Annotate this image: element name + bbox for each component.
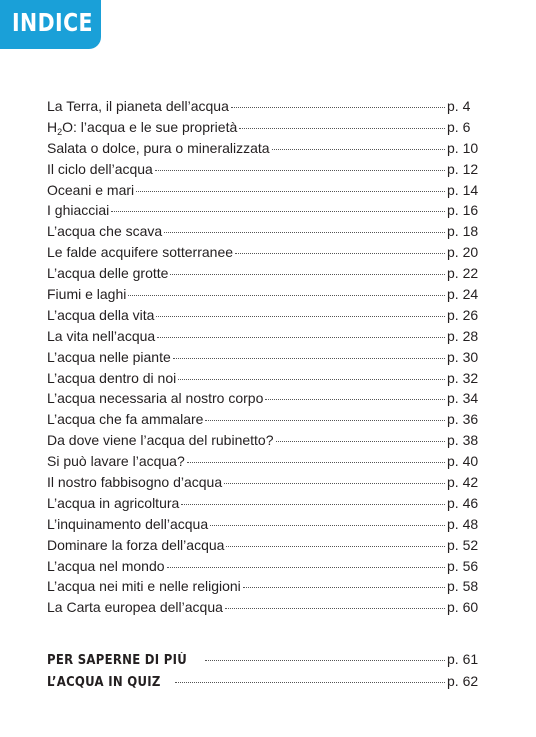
toc-entry[interactable] xyxy=(47,556,478,577)
dot-leader xyxy=(210,525,445,526)
toc-entry-title: La vita nell’acqua xyxy=(47,327,156,344)
toc-entry-title: I ghiacciai xyxy=(47,202,110,219)
toc-entry-page: p. 20 xyxy=(447,244,479,261)
dot-leader xyxy=(170,274,445,275)
toc-entry-title: Il ciclo dell’acqua xyxy=(47,160,153,177)
toc-entry[interactable] xyxy=(47,347,478,368)
toc-entry-extra[interactable] xyxy=(47,670,478,692)
dot-leader xyxy=(128,295,445,296)
dot-leader xyxy=(239,128,445,129)
toc-entry-title: L’acqua necessaria al nostro corpo xyxy=(47,390,264,407)
dot-leader xyxy=(235,253,445,254)
dot-leader xyxy=(175,682,445,683)
toc-entry-page: p. 14 xyxy=(447,181,479,198)
toc-entry-page: p. 61 xyxy=(447,651,479,667)
toc-entry[interactable] xyxy=(47,430,478,451)
dot-leader xyxy=(226,546,445,547)
toc-entry[interactable] xyxy=(47,535,478,556)
toc-entry-page: p. 62 xyxy=(447,673,479,689)
toc-entry-page: p. 32 xyxy=(447,369,479,386)
dot-leader xyxy=(224,483,445,484)
toc-entry[interactable] xyxy=(47,96,478,117)
dot-leader xyxy=(173,358,445,359)
toc-entry-page: p. 52 xyxy=(447,536,479,553)
toc-entry-page: p. 34 xyxy=(447,390,479,407)
toc-entry-page: p. 10 xyxy=(447,139,479,156)
toc-entry-title: L’ACQUA IN QUIZ xyxy=(47,675,161,690)
dot-leader xyxy=(243,587,445,588)
toc-entry-page: p. 18 xyxy=(447,223,479,240)
toc-entry-title: Le falde acquifere sotterranee xyxy=(47,244,234,261)
toc-entry-page: p. 4 xyxy=(447,98,471,114)
header-tab xyxy=(0,0,101,49)
toc-entry-page: p. 6 xyxy=(447,118,471,135)
title-part: O: l’acqua e le sue proprietà xyxy=(62,118,238,135)
toc-entry[interactable] xyxy=(47,388,478,409)
toc-entry[interactable] xyxy=(47,597,478,618)
toc-entry[interactable] xyxy=(47,368,478,389)
toc-entry[interactable] xyxy=(47,326,478,347)
extra-section xyxy=(47,648,478,692)
toc-entry-page: p. 46 xyxy=(447,494,479,511)
toc-entry-title: Si può lavare l’acqua? xyxy=(47,453,185,470)
toc-entry[interactable] xyxy=(47,242,478,263)
toc-entry-page: p. 38 xyxy=(447,432,479,449)
toc-entry-page: p. 36 xyxy=(447,411,479,428)
toc-entry-title: Salata o dolce, pura o mineralizzata xyxy=(47,139,270,156)
toc-entry[interactable] xyxy=(47,117,478,138)
toc-entry-title: PER SAPERNE DI PIÙ xyxy=(47,653,188,668)
toc-entry[interactable] xyxy=(47,409,478,430)
toc-entry[interactable] xyxy=(47,200,478,221)
dot-leader xyxy=(167,567,445,568)
toc-entry-title: L’acqua che fa ammalare xyxy=(47,411,204,428)
toc-entry[interactable] xyxy=(47,263,478,284)
dot-leader xyxy=(205,660,445,661)
toc-entry[interactable] xyxy=(47,451,478,472)
dot-leader xyxy=(181,504,445,505)
dot-leader xyxy=(136,191,445,192)
toc-entry-title: La Terra, il pianeta dell’acqua xyxy=(47,98,229,114)
toc-entry-page: p. 58 xyxy=(447,578,479,595)
toc-entry[interactable] xyxy=(47,159,478,180)
toc-entry[interactable] xyxy=(47,493,478,514)
toc-entry-title: L’acqua nei miti e nelle religioni xyxy=(47,578,241,595)
toc-entry-title: Il nostro fabbisogno d’acqua xyxy=(47,474,223,491)
toc-entry-page: p. 42 xyxy=(447,474,479,491)
toc-entry-title: L’acqua della vita xyxy=(47,306,155,323)
toc-entry-title: La Carta europea dell’acqua xyxy=(47,599,223,616)
toc-entry-title: Dominare la forza dell’acqua xyxy=(47,536,225,553)
toc-entry-page: p. 26 xyxy=(447,306,479,323)
toc-entry[interactable] xyxy=(47,514,478,535)
toc-entry-title: L’acqua in agricoltura xyxy=(47,494,180,511)
toc-entry-title: L’acqua nel mondo xyxy=(47,557,165,574)
toc-entry[interactable] xyxy=(47,305,478,326)
toc-entry[interactable] xyxy=(47,284,478,305)
toc-entry-extra[interactable] xyxy=(47,648,478,670)
dot-leader xyxy=(111,211,445,212)
dot-leader xyxy=(276,441,446,442)
dot-leader xyxy=(231,107,445,108)
toc-entry-page: p. 56 xyxy=(447,557,479,574)
toc-entry-page: p. 30 xyxy=(447,348,479,365)
dot-leader xyxy=(265,399,445,400)
toc-entry-title: L’inquinamento dell’acqua xyxy=(47,515,209,532)
toc-entry-page: p. 16 xyxy=(447,202,479,219)
toc-entry-page: p. 12 xyxy=(447,160,479,177)
dot-leader xyxy=(157,337,445,338)
toc-entry-title: L’acqua delle grotte xyxy=(47,265,169,282)
dot-leader xyxy=(164,232,445,233)
toc-entry-page: p. 40 xyxy=(447,453,479,470)
toc-entry[interactable] xyxy=(47,576,478,597)
toc-entry-title xyxy=(47,117,237,140)
toc-entry[interactable] xyxy=(47,138,478,159)
toc-entry-title: Fiumi e laghi xyxy=(47,286,127,303)
toc-entry-title: L’acqua dentro di noi xyxy=(47,369,177,386)
page-title: INDICE xyxy=(12,8,93,37)
toc-entry-title: Da dove viene l’acqua del rubinetto? xyxy=(47,432,274,449)
dot-leader xyxy=(272,149,445,150)
table-of-contents xyxy=(47,96,478,618)
toc-entry-page: p. 28 xyxy=(447,327,479,344)
toc-entry-title: L’acqua che scava xyxy=(47,223,163,240)
toc-entry-page: p. 22 xyxy=(447,265,479,282)
dot-leader xyxy=(155,170,445,171)
toc-entry-title: Oceani e mari xyxy=(47,181,135,198)
toc-entry-title: L’acqua nelle piante xyxy=(47,348,171,365)
toc-entry-page: p. 60 xyxy=(447,599,479,616)
toc-entry[interactable] xyxy=(47,472,478,493)
dot-leader xyxy=(187,462,445,463)
dot-leader xyxy=(178,379,445,380)
subscript: 2 xyxy=(57,126,63,137)
dot-leader xyxy=(225,608,445,609)
title-part: H xyxy=(47,118,58,135)
toc-entry-page: p. 24 xyxy=(447,286,479,303)
toc-entry[interactable] xyxy=(47,180,478,201)
toc-entry-page: p. 48 xyxy=(447,515,479,532)
dot-leader xyxy=(156,316,445,317)
dot-leader xyxy=(205,420,445,421)
toc-entry[interactable] xyxy=(47,221,478,242)
